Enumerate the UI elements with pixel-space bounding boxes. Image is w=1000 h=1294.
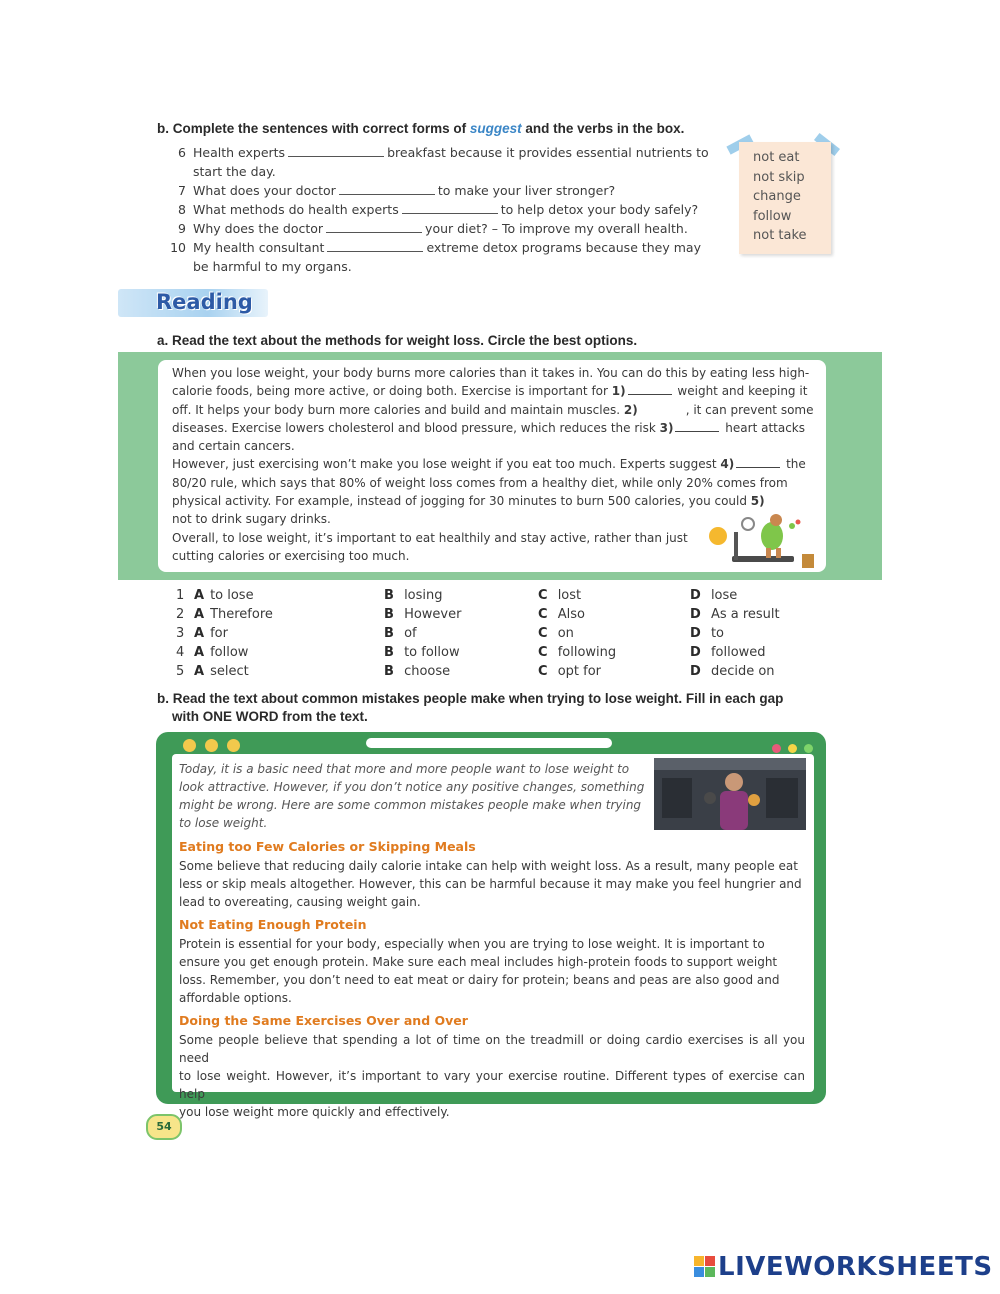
sparkle-dot — [789, 523, 795, 529]
gap-4[interactable] — [736, 458, 780, 468]
option-c[interactable]: C following — [538, 645, 617, 660]
reading-title: Reading — [156, 290, 253, 314]
runner-body — [761, 522, 783, 550]
liveworksheets-logo: LIVEWORKSHEETS — [718, 1252, 993, 1282]
option-d[interactable]: D to — [690, 626, 724, 641]
reading-a-instruction: a. Read the text about the methods for weight loss. Circle the best options. — [157, 333, 638, 348]
option-b[interactable]: B However — [384, 607, 462, 622]
option-d[interactable]: D decide on — [690, 664, 775, 679]
answer-blank[interactable] — [402, 203, 498, 214]
section-heading: Doing the Same Exercises Over and Over — [179, 1013, 468, 1028]
gym-photo — [654, 758, 806, 830]
runner-leg — [776, 548, 781, 558]
gap-2[interactable] — [640, 404, 684, 414]
close-icon[interactable] — [772, 744, 781, 753]
option-b[interactable]: B of — [384, 626, 417, 641]
stopwatch-icon — [742, 518, 754, 530]
page-number: 54 — [146, 1114, 182, 1140]
runner-leg — [766, 548, 771, 558]
option-a[interactable]: A follow — [194, 645, 249, 660]
word-box-item: follow — [753, 208, 792, 224]
option-b[interactable]: B losing — [384, 588, 443, 603]
answer-blank[interactable] — [288, 146, 384, 157]
exercise-b-list — [164, 143, 709, 276]
options-table — [176, 588, 816, 683]
sparkle-dot — [796, 520, 801, 525]
exercise-item-9: 9 Why does the doctor your diet? – To improve my overall health. — [178, 221, 688, 236]
option-a[interactable]: A Therefore — [194, 607, 273, 622]
answer-blank[interactable] — [327, 241, 423, 252]
option-a[interactable]: A for — [194, 626, 228, 641]
option-row: 2 A Therefore B However C Also D As a result — [176, 607, 780, 622]
keyword-suggest: suggest — [469, 121, 522, 136]
exercise-item-6: 6 Health experts breakfast because it provides essential nutrients to — [178, 145, 709, 160]
word-box-item: not eat — [753, 150, 800, 165]
option-b[interactable]: B to follow — [384, 645, 460, 660]
answer-blank[interactable] — [339, 184, 435, 195]
option-c[interactable]: C Also — [538, 607, 585, 622]
answer-blank[interactable] — [326, 222, 422, 233]
minimize-icon[interactable] — [788, 744, 797, 753]
refresh-icon[interactable] — [227, 739, 240, 752]
option-c[interactable]: C on — [538, 626, 574, 641]
section-heading: Not Eating Enough Protein — [179, 917, 367, 932]
back-icon[interactable] — [183, 739, 196, 752]
exercise-item-8: 8 What methods do health experts to help detox your body safely? — [178, 202, 699, 217]
option-row: 1 A to lose B losing C lost D lose — [176, 588, 738, 603]
option-b[interactable]: B choose — [384, 664, 451, 679]
exercise-item-6-cont: start the day. — [193, 164, 276, 179]
word-box-item: not skip — [753, 169, 805, 185]
address-bar[interactable] — [366, 738, 612, 748]
gap-1[interactable] — [628, 385, 672, 395]
box-icon — [802, 554, 814, 568]
option-c[interactable]: C lost — [538, 588, 582, 603]
option-a[interactable]: A select — [194, 664, 249, 679]
exercise-b-instruction: b. Complete the sentences with correct forms of suggest and the verbs in the box. — [157, 121, 685, 136]
option-d[interactable]: D followed — [690, 645, 766, 660]
maximize-icon[interactable] — [804, 744, 813, 753]
home-icon[interactable] — [205, 739, 218, 752]
reading-b-intro: Today, it is a basic need that more and more people want to lose weight to look attractive. However, if you don’t notice any positive changes, something might be wrong. Here are some common mistakes people make when trying to lose weight. — [179, 762, 645, 830]
option-row: 4 A follow B to follow C following D followed — [176, 645, 766, 660]
option-c[interactable]: C opt for — [538, 664, 601, 679]
treadmill-post — [734, 532, 738, 560]
exercise-item-10-cont: be harmful to my organs. — [193, 259, 352, 274]
word-box-item: not take — [753, 228, 807, 243]
exercise-item-7: 7 What does your doctor to make your liver stronger? — [178, 183, 616, 198]
option-d[interactable]: D lose — [690, 588, 738, 603]
word-box-item: change — [753, 189, 801, 204]
option-row: 5 A select B choose C opt for D decide on — [176, 664, 775, 679]
treadmill-belt — [732, 556, 794, 562]
gap-3[interactable] — [675, 422, 719, 432]
reading-a-text: When you lose weight, your body burns more calories than it takes in. You can do this by eating less high- calorie foods, being more active, or doing both. Exercise is important for 1) weight and keeping it off. It helps your body burn more calories and build and maintain muscles. 2) , it can prevent some diseases. Exercise lowers cholesterol and blood pressure, which reduces the risk 3) heart attacks and certain cancers. However, just exercising won’t make you lose weight if you eat too much. Experts suggest 4) the 80/20 rule, which says that 80% of weight loss comes from a healthy diet, while only 20% comes from physical activity. For example, instead of jogging for 30 minutes to burn 500 calories, you could 5) not to drink sugary drinks. Overall, to lose weight, it’s important to eat healthily and stay active, rather than just cutting calories or exercising too much. — [172, 366, 814, 563]
runner-head — [770, 514, 782, 526]
exercise-item-10: 10 My health consultant extreme detox programs because they may — [170, 240, 701, 255]
reading-b-instruction: b. Read the text about common mistakes people make when trying to lose weight. Fill in each gap with ONE WORD from the text. — [157, 691, 784, 724]
option-row: 3 A for B of C on D to — [176, 626, 724, 641]
orange-fruit-icon — [709, 527, 727, 545]
liveworksheets-logo-icon — [694, 1256, 716, 1278]
option-a[interactable]: A to lose — [194, 588, 254, 603]
reading-b-sections: Eating too Few Calories or Skipping Meals Some believe that reducing daily calorie intake can help with weight loss. As a result, many people eat less or skip meals altogether. However, this can be harmful because it may make you feel hungrier and lead to overeating, causing weight gain. Not Eating Enough Protein Protein is essential for your body, especially when you are trying to lose weight. It is important to ensure you get enough protein. Make sure each meal includes high-protein foods to support weight loss. Remember, you don’t need to eat meat or dairy for protein; beans and peas are also good and affordable options. Doing the Same Exercises Over and Over Some people believe that spending a lot of time on the treadmill or doing cardio exercises is all you need to lose weight. However, it’s important to vary your exercise routine. Different types of exercise can help you lose weight more quickly and effectively. — [179, 839, 805, 1119]
word-box — [739, 142, 831, 254]
option-d[interactable]: D As a result — [690, 607, 780, 622]
treadmill-illustration — [706, 512, 822, 578]
section-heading: Eating too Few Calories or Skipping Meals — [179, 839, 476, 854]
